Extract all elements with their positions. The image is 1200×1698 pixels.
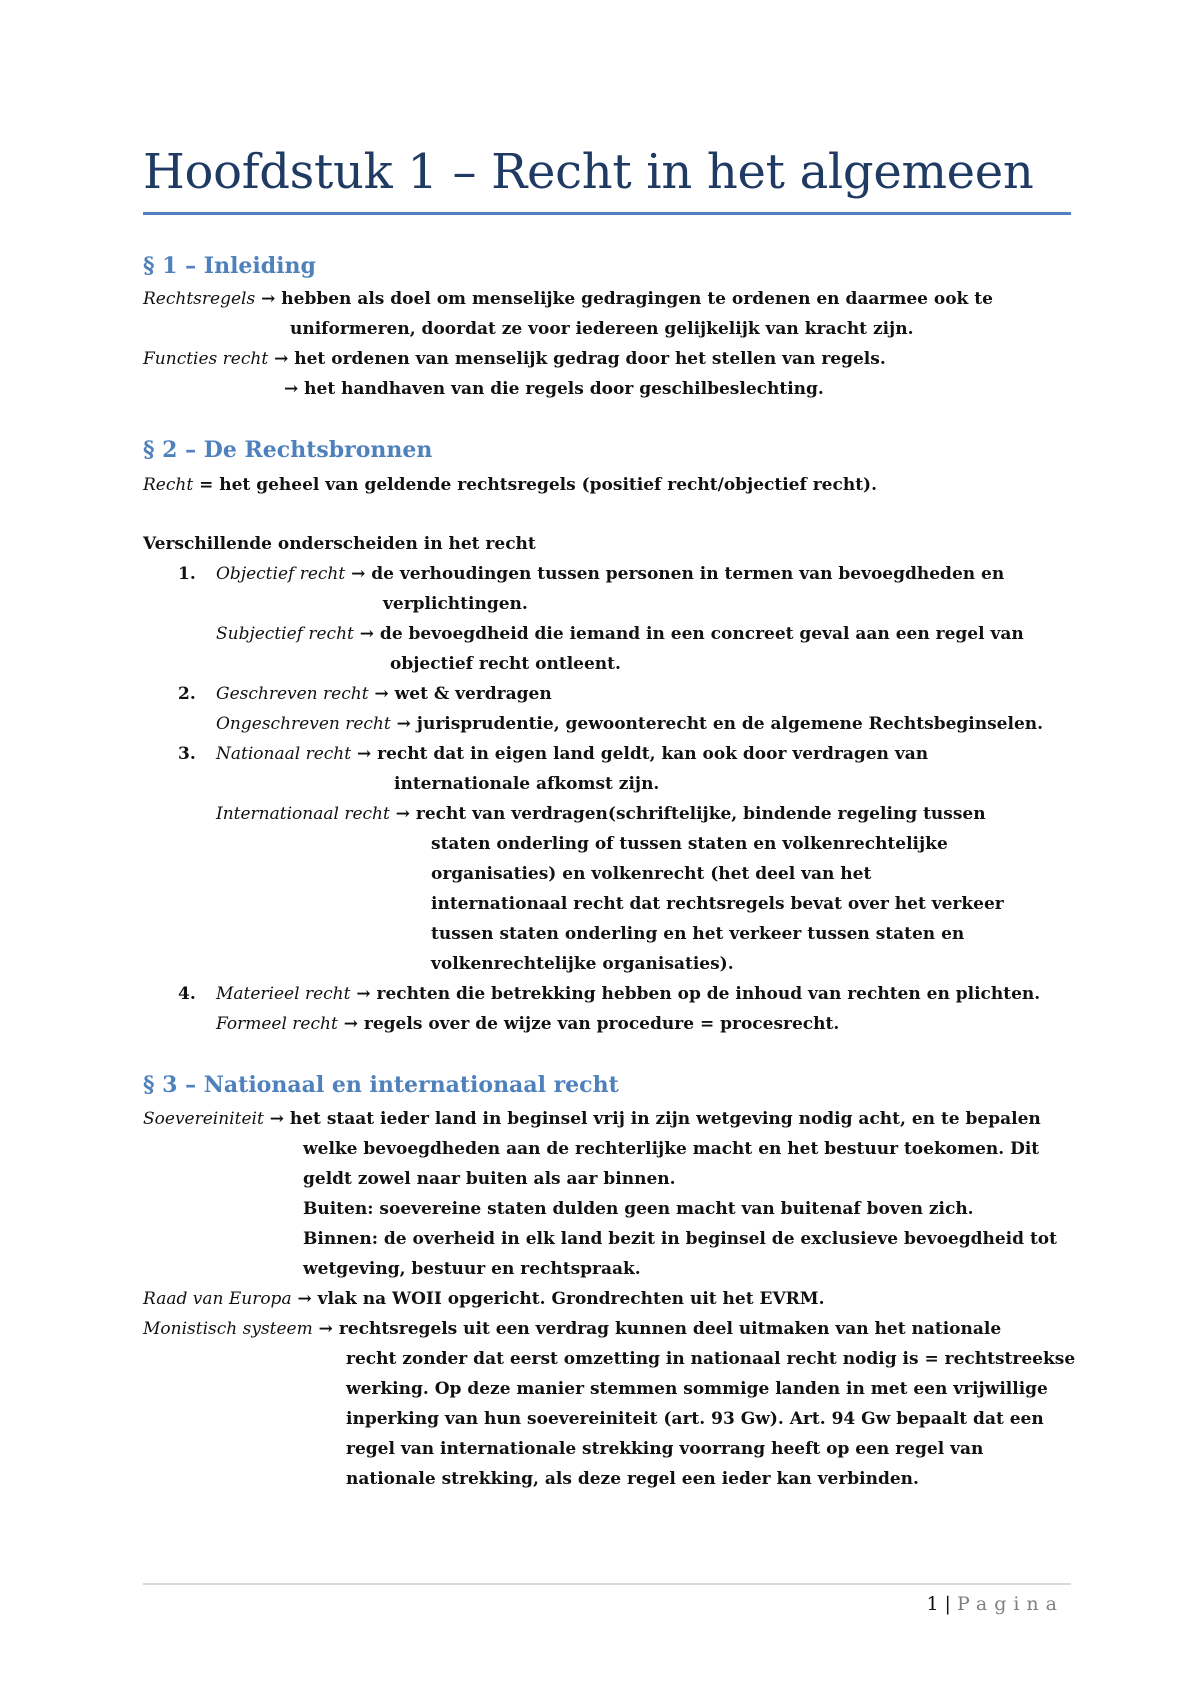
list-item-3b-cont-4: tussen staten onderling en het verkeer tussen staten en: [431, 924, 965, 944]
section-heading-2: § 2 – De Rechtsbronnen: [143, 437, 433, 463]
recht-definition: Recht = het geheel van geldende rechtsregels (positief recht/objectief recht).: [143, 475, 878, 495]
list-number-1: 1.: [178, 564, 196, 584]
soevereiniteit-line-5: Binnen: de overheid in elk land bezit in beginsel de exclusieve bevoegdheid tot: [303, 1229, 1057, 1249]
list-item-3b-cont-5: volkenrechtelijke organisaties).: [431, 954, 734, 974]
raad-van-europa-line: Raad van Europa → vlak na WOII opgericht. Grondrechten uit het EVRM.: [143, 1289, 825, 1309]
list-item-4a: Materieel recht → rechten die betrekking hebben op de inhoud van rechten en plichten.: [216, 984, 1041, 1004]
list-number-2: 2.: [178, 684, 196, 704]
list-item-4b: Formeel recht → regels over de wijze van procedure = procesrecht.: [216, 1014, 840, 1034]
page-number: 1: [926, 1593, 939, 1615]
list-item-3b-cont-3: internationaal recht dat rechtsregels bevat over het verkeer: [431, 894, 1004, 914]
functies-line-1: Functies recht → het ordenen van menselijk gedrag door het stellen van regels.: [143, 349, 886, 369]
list-item-1a: Objectief recht → de verhoudingen tussen personen in termen van bevoegdheden en: [216, 564, 1005, 584]
list-item-3b-cont-1: staten onderling of tussen staten en volkenrechtelijke: [431, 834, 948, 854]
page-footer: [926, 1592, 1064, 1616]
list-item-1b-cont: objectief recht ontleent.: [390, 654, 621, 674]
term-monistisch-systeem: Monistisch systeem: [143, 1319, 313, 1339]
soevereiniteit-line-4: Buiten: soevereine staten dulden geen macht van buitenaf boven zich.: [303, 1199, 974, 1219]
list-item-3a-cont: internationale afkomst zijn.: [394, 774, 660, 794]
footer-separator: |: [944, 1593, 951, 1615]
page-label: Pagina: [956, 1593, 1064, 1615]
section-heading-3: § 3 – Nationaal en internationaal recht: [143, 1072, 619, 1098]
monistisch-line-1: Monistisch systeem → rechtsregels uit een verdrag kunnen deel uitmaken van het nationale: [143, 1319, 1002, 1339]
soevereiniteit-line-2: welke bevoegdheden aan de rechterlijke macht en het bestuur toekomen. Dit: [303, 1139, 1040, 1159]
term-recht: Recht: [143, 475, 194, 495]
monistisch-line-3: werking. Op deze manier stemmen sommige landen in met een vrijwillige: [346, 1379, 1048, 1399]
page-title: Hoofdstuk 1 – Recht in het algemeen: [143, 144, 1034, 200]
list-number-4: 4.: [178, 984, 196, 1004]
term-raad-van-europa: Raad van Europa: [143, 1289, 292, 1309]
term-soevereiniteit: Soevereiniteit: [143, 1109, 264, 1129]
footer-rule: [143, 1583, 1071, 1585]
list-item-1a-cont: verplichtingen.: [383, 594, 528, 614]
subheading-onderscheiden: Verschillende onderscheiden in het recht: [143, 534, 536, 554]
list-item-1b: Subjectief recht → de bevoegdheid die iemand in een concreet geval aan een regel van: [216, 624, 1024, 644]
list-number-3: 3.: [178, 744, 196, 764]
section-heading-1: § 1 – Inleiding: [143, 253, 316, 279]
functies-line-2: → het handhaven van die regels door geschilbeslechting.: [284, 379, 824, 399]
monistisch-line-5: regel van internationale strekking voorrang heeft op een regel van: [346, 1439, 984, 1459]
rechtsregels-line-2: uniformeren, doordat ze voor iedereen gelijkelijk van kracht zijn.: [290, 319, 914, 339]
soevereiniteit-line-1: Soevereiniteit → het staat ieder land in beginsel vrij in zijn wetgeving nodig acht, en te bepalen: [143, 1109, 1041, 1129]
list-item-3b-cont-2: organisaties) en volkenrecht (het deel van het: [431, 864, 872, 884]
term-rechtsregels: Rechtsregels: [143, 289, 256, 309]
rechtsregels-line-1: Rechtsregels → hebben als doel om menselijke gedragingen te ordenen en daarmee ook te: [143, 289, 993, 309]
monistisch-line-6: nationale strekking, als deze regel een ieder kan verbinden.: [346, 1469, 919, 1489]
monistisch-line-2: recht zonder dat eerst omzetting in nationaal recht nodig is = rechtstreekse: [346, 1349, 1076, 1369]
list-item-2b: Ongeschreven recht → jurisprudentie, gewoonterecht en de algemene Rechtsbeginselen.: [216, 714, 1044, 734]
monistisch-line-4: inperking van hun soevereiniteit (art. 93 Gw). Art. 94 Gw bepaalt dat een: [346, 1409, 1044, 1429]
title-underline: [143, 212, 1071, 215]
soevereiniteit-line-6: wetgeving, bestuur en rechtspraak.: [303, 1259, 641, 1279]
term-functies-recht: Functies recht: [143, 349, 269, 369]
list-item-3b: Internationaal recht → recht van verdragen(schriftelijke, bindende regeling tussen: [216, 804, 986, 824]
soevereiniteit-line-3: geldt zowel naar buiten als aar binnen.: [303, 1169, 676, 1189]
list-item-3a: Nationaal recht → recht dat in eigen land geldt, kan ook door verdragen van: [216, 744, 929, 764]
list-item-2a: Geschreven recht → wet & verdragen: [216, 684, 552, 704]
